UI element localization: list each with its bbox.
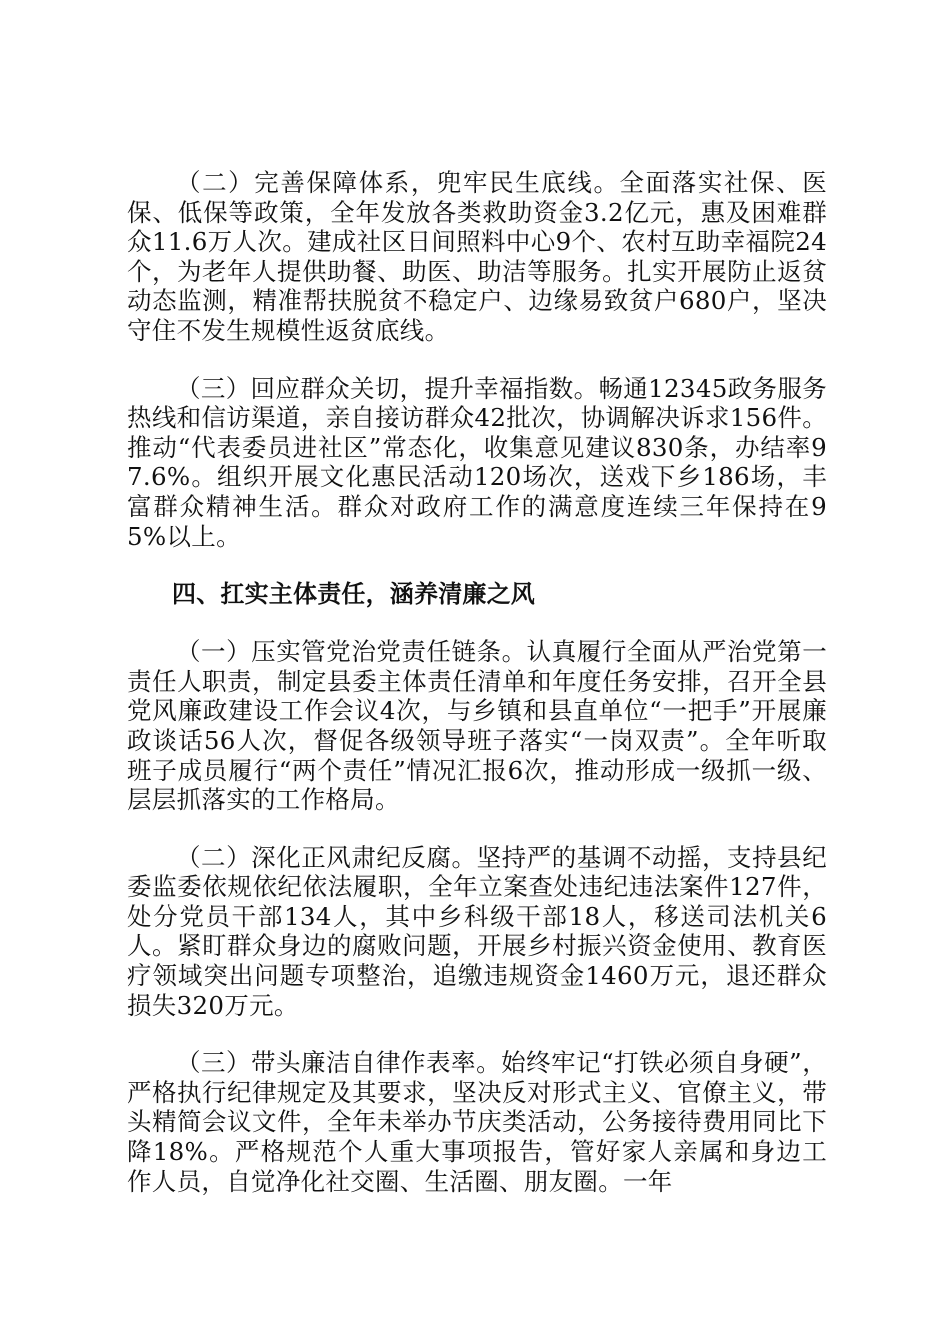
document-body xyxy=(127,168,827,1196)
paragraph-anti-corruption: （二）深化正风肃纪反腐。坚持严的基调不动摇，支持县纪委监委依规依纪依法履职，全年立案查处违纪违法案件127件，处分党员干部134人，其中乡科级干部18人，移送司法机关6人。紧盯群众身边的腐败问题，开展乡村振兴资金使用、教育医疗领域突出问题专项整治，追缴违规资金1460万元，退还群众损失320万元。 xyxy=(127,842,827,1020)
paragraph-party-responsibility: （一）压实管党治党责任链条。认真履行全面从严治党第一责任人职责，制定县委主体责任清单和年度任务安排，召开全县党风廉政建设工作会议4次，与乡镇和县直单位“一把手”开展廉政谈话56人次，督促各级领导班子落实“一岗双责”。全年听取班子成员履行“两个责任”情况汇报6次，推动形成一级抓一级、层层抓落实的工作格局。 xyxy=(127,637,827,815)
paragraph-self-discipline: （三）带头廉洁自律作表率。始终牢记“打铁必须自身硬”，严格执行纪律规定及其要求，坚决反对形式主义、官僚主义，带头精简会议文件，全年未举办节庆类活动，公务接待费用同比下降18%。严格规范个人重大事项报告，管好家人亲属和身边工作人员，自觉净化社交圈、生活圈、朋友圈。一年 xyxy=(127,1048,827,1196)
paragraph-public-concerns: （三）回应群众关切，提升幸福指数。畅通12345政务服务热线和信访渠道，亲自接访群众42批次，协调解决诉求156件。推动“代表委员进社区”常态化，收集意见建议830条，办结率97.6%。组织开展文化惠民活动120场次，送戏下乡186场，丰富群众精神生活。群众对政府工作的满意度连续三年保持在95%以上。 xyxy=(127,373,827,551)
section-heading-four: 四、扛实主体责任，涵养清廉之风 xyxy=(172,580,535,609)
paragraph-social-security: （二）完善保障体系，兜牢民生底线。全面落实社保、医保、低保等政策，全年发放各类救助资金3.2亿元，惠及困难群众11.6万人次。建成社区日间照料中心9个、农村互助幸福院24个，为老年人提供助餐、助医、助洁等服务。扎实开展防止返贫动态监测，精准帮扶脱贫不稳定户、边缘易致贫户680户，坚决守住不发生规模性返贫底线。 xyxy=(127,168,827,345)
